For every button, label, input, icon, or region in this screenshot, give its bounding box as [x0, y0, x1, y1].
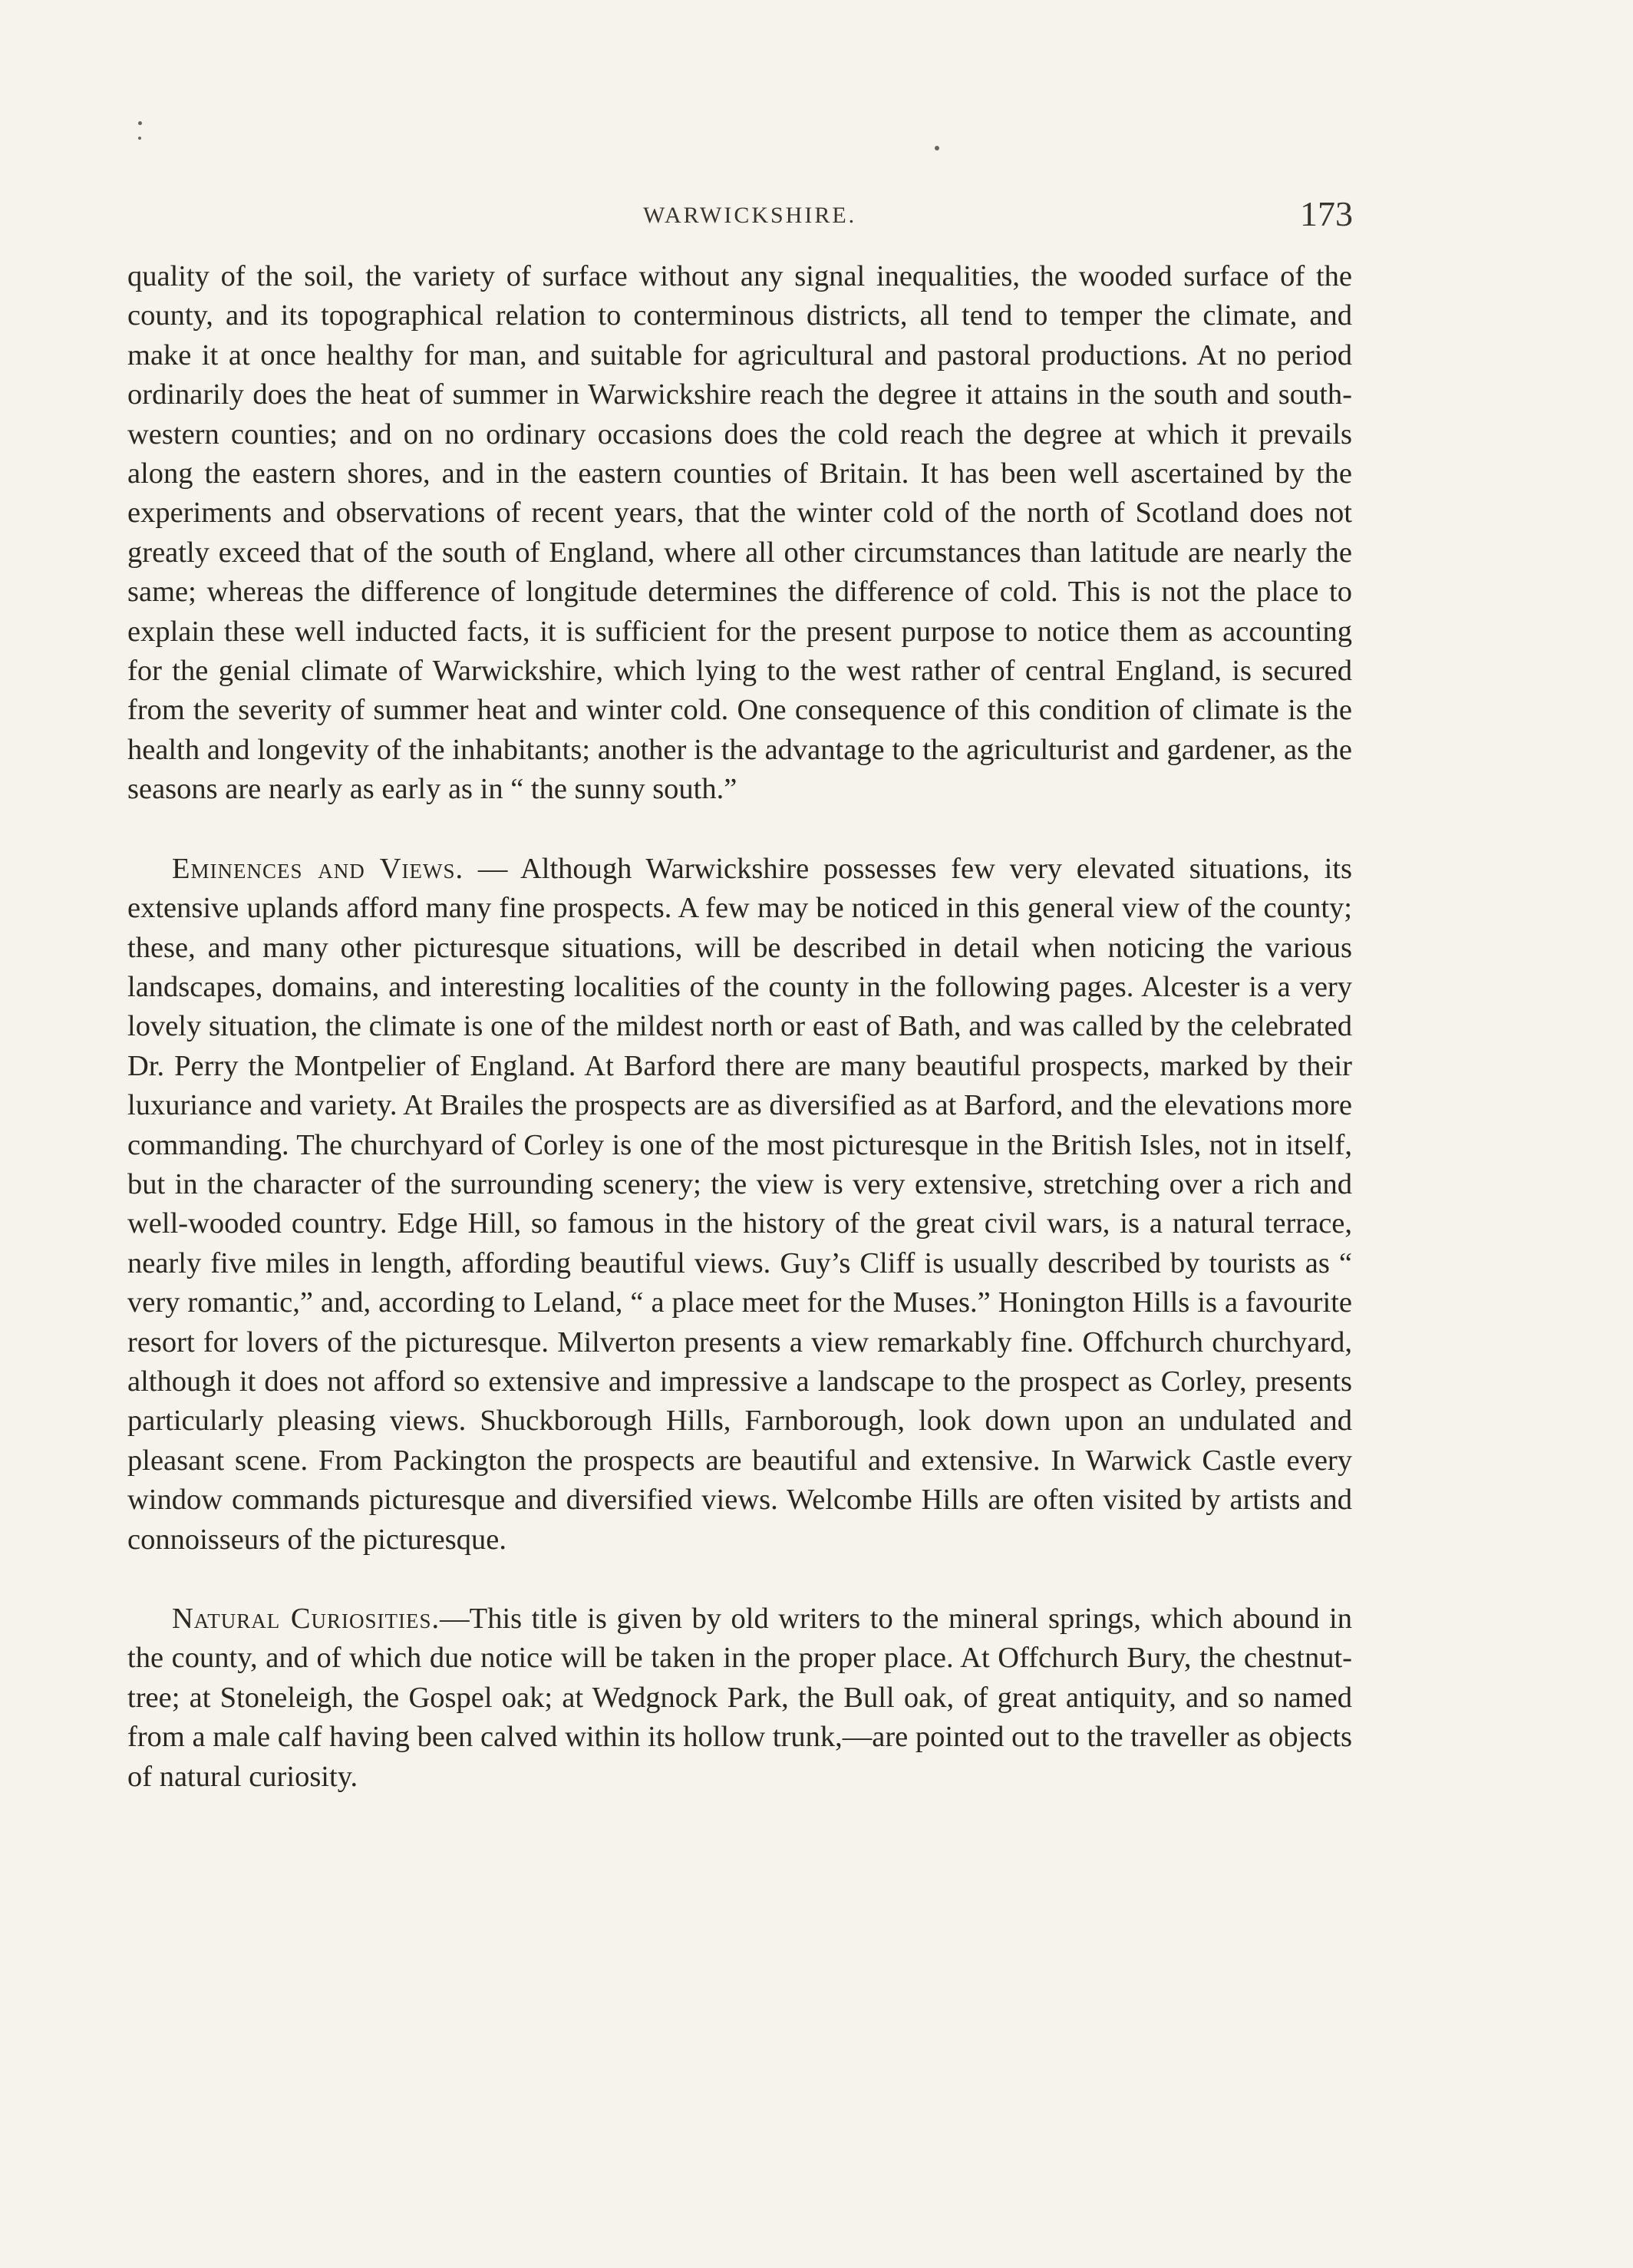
section-heading: Natural Curiosities.	[172, 1603, 440, 1635]
running-head	[0, 194, 1633, 244]
body-text	[127, 257, 1352, 1797]
page-number: 173	[1300, 194, 1353, 233]
paragraph-climate	[127, 257, 1352, 810]
ink-speck	[138, 121, 142, 125]
paragraph-text: —This title is given by old writers to the mineral springs, which abound in the county, and of which due notice will be taken in the proper place. At Offchurch Bury, the chestnut-tree; at Stoneleigh, the Gospel oak; at Wedgnock Park, the Bull oak, of great antiquity, and so named from a male calf having been calved within its hollow trunk,—are pointed out to the traveller as objects of natural curiosity.	[127, 1603, 1352, 1793]
running-title: WARWICKSHIRE.	[643, 203, 857, 228]
section-heading: Eminences and Views.	[172, 852, 464, 885]
paragraph-text: quality of the soil, the variety of surface without any signal inequalities, the wooded surface of the county, and its topographical relation to conterminous districts, all tend to temper the climate, and make it at once healthy for man, and suitable for agricultural and pastoral productions. At no period ordinarily does the heat of summer in Warwickshire reach the degree it attains in the south and south-western counties; and on no ordinary occasions does the cold reach the degree at which it prevails along the eastern shores, and in the eastern counties of Britain. It has been well ascertained by the experiments and observations of recent years, that the winter cold of the north of Scotland does not greatly exceed that of the south of England, where all other circumstances than latitude are nearly the same; whereas the difference of longitude determines the difference of cold. This is not the place to explain these well inducted facts, it is sufficient for the present purpose to notice them as accounting for the genial climate of Warwickshire, which lying to the west rather of central England, is secured from the severity of summer heat and winter cold. One consequence of this condition of climate is the health and longevity of the inhabitants; another is the advantage to the agriculturist and gardener, as the seasons are nearly as early as in “ the sunny south.”	[127, 260, 1352, 806]
ink-speck	[138, 137, 141, 140]
ink-speck	[935, 146, 939, 150]
paragraph-natural-curiosities	[127, 1599, 1352, 1797]
paragraph-eminences-and-views	[127, 850, 1352, 1560]
paragraph-text: — Although Warwickshire possesses few very elevated situations, its extensive uplands afford many fine prospects. A few may be noticed in this general view of the county; these, and many other picturesque situations, will be described in detail when noticing the various landscapes, domains, and interesting localities of the county in the following pages. Alcester is a very lovely situation, the climate is one of the mildest north or east of Bath, and was called by the celebrated Dr. Perry the Montpelier of England. At Barford there are many beautiful prospects, marked by their luxuriance and variety. At Brailes the prospects are as diversified as at Barford, and the elevations more commanding. The churchyard of Corley is one of the most picturesque in the British Isles, not in itself, but in the character of the surrounding scenery; the view is very extensive, stretching over a rich and well-wooded country. Edge Hill, so famous in the history of the great civil wars, is a natural terrace, nearly five miles in length, affording beautiful views. Guy’s Cliff is usually described by tourists as “ very romantic,” and, according to Leland, “ a place meet for the Muses.” Honington Hills is a favourite resort for lovers of the picturesque. Milverton presents a view remarkably fine. Offchurch churchyard, although it does not afford so extensive and impressive a landscape to the prospect as Corley, presents particularly pleasing views. Shuckborough Hills, Farnborough, look down upon an undulated and pleasant scene. From Packington the prospects are beautiful and extensive. In Warwick Castle every window commands picturesque and diversified views. Welcombe Hills are often visited by artists and connoisseurs of the picturesque.	[127, 852, 1352, 1556]
